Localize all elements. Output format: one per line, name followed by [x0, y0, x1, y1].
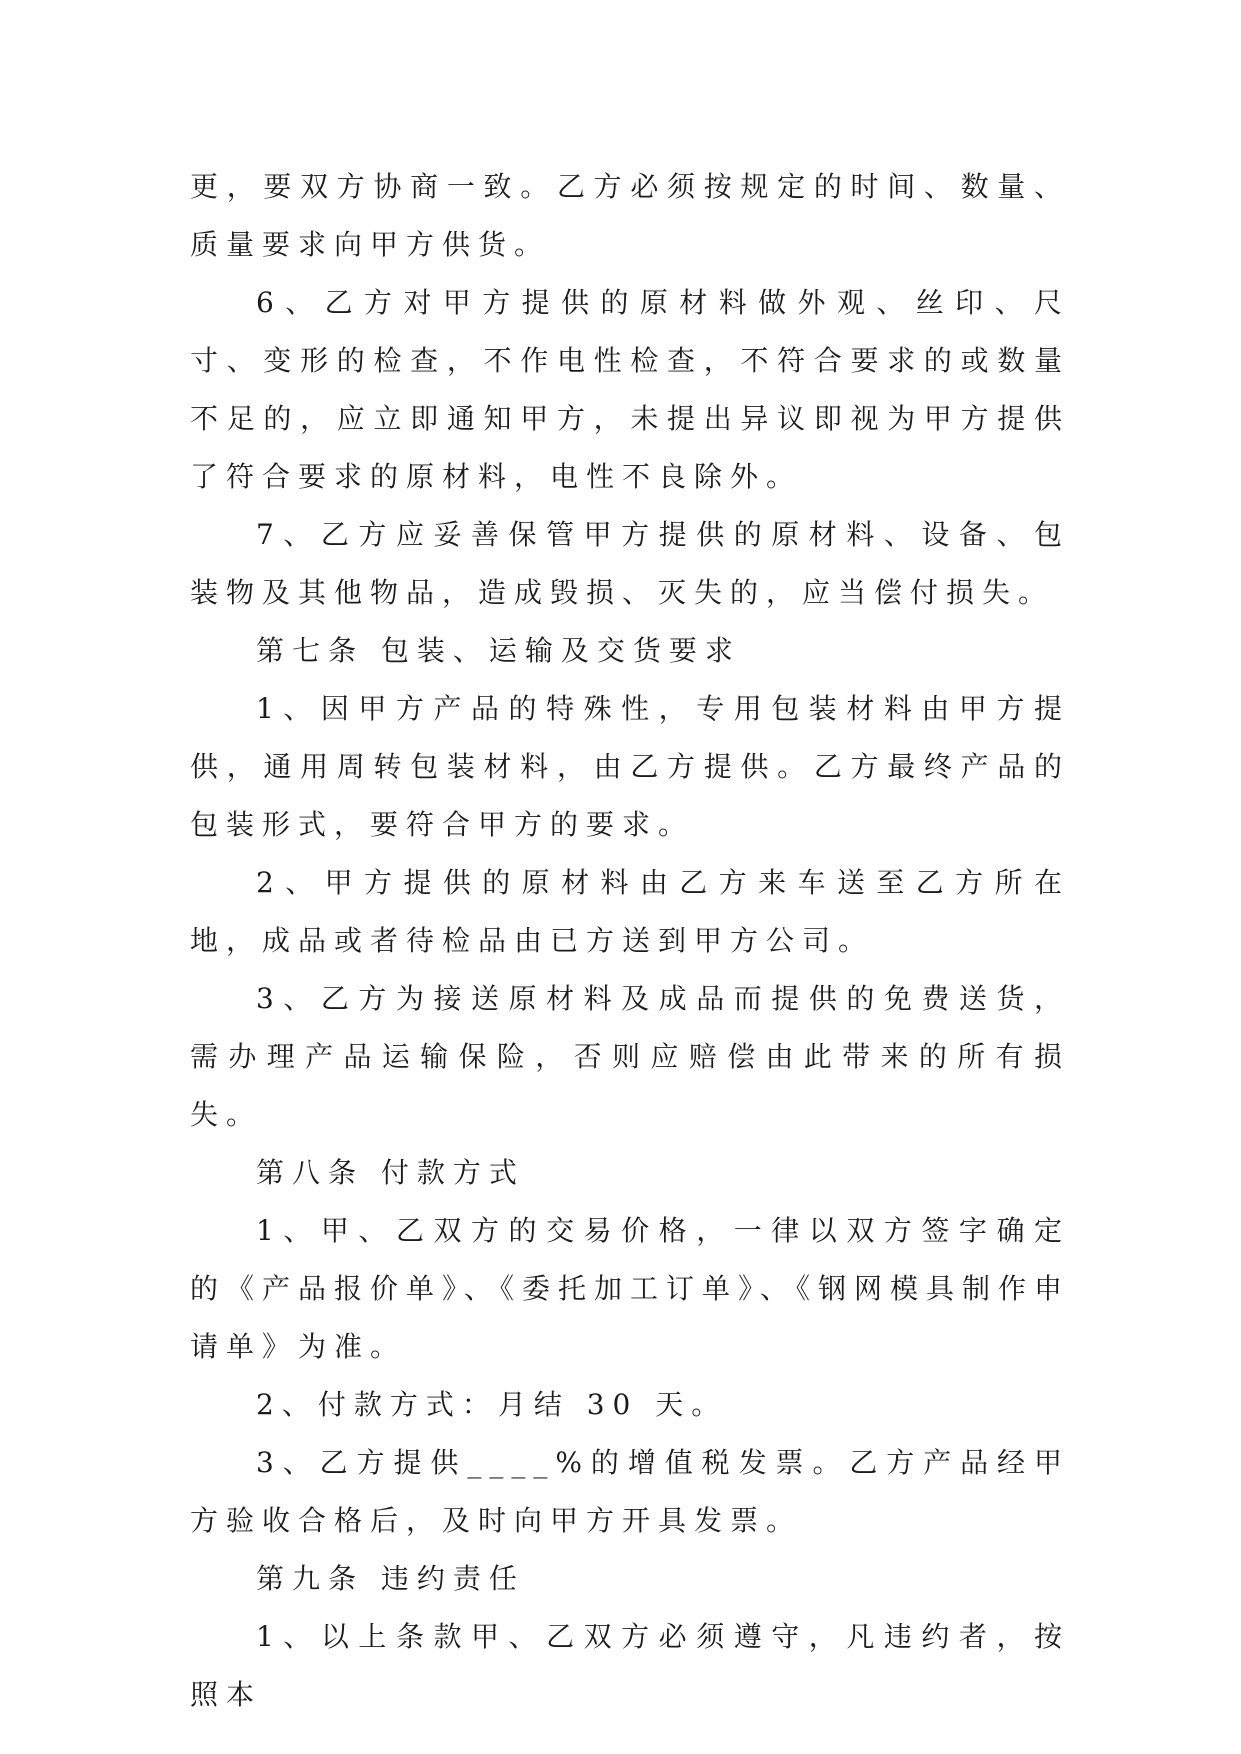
paragraph-item-6: 6、乙方对甲方提供的原材料做外观、丝印、尺寸、变形的检查，不作电性检查，不符合要求的或数量不足的，应立即通知甲方，未提出异议即视为甲方提供了符合要求的原材料，电性不良除外。: [190, 286, 1070, 493]
paragraph-article7-item-1: 1、因甲方产品的特殊性，专用包装材料由甲方提供，通用周转包装材料，由乙方提供。乙方最终产品的包装形式，要符合甲方的要求。: [190, 692, 1070, 841]
paragraph-continuation: 更，要双方协商一致。乙方必须按规定的时间、数量、质量要求向甲方供货。: [190, 170, 1070, 261]
paragraph-article8-item-3: 3、乙方提供____%的增值税发票。乙方产品经甲方验收合格后，及时向甲方开具发票。: [190, 1446, 1070, 1537]
paragraph-article8-item-1: 1、甲、乙双方的交易价格，一律以双方签字确定的《产品报价单》、《委托加工订单》、《钢网模具制作申请单》为准。: [190, 1214, 1071, 1363]
paragraph-item-7: 7、乙方应妥善保管甲方提供的原材料、设备、包装物及其他物品，造成毁损、灭失的，应当偿付损失。: [190, 518, 1070, 609]
heading-article-7: 第七条 包装、运输及交货要求: [256, 634, 741, 667]
heading-article-9: 第九条 违约责任: [256, 1562, 525, 1595]
paragraph-article8-item-2: 2、付款方式：月结 30 天。: [256, 1388, 728, 1421]
paragraph-article9-item-1: 1、以上条款甲、乙双方必须遵守，凡违约者，按照本: [190, 1620, 1070, 1711]
document-body: [190, 158, 1070, 1724]
paragraph-article7-item-2: 2、甲方提供的原材料由乙方来车送至乙方所在地，成品或者待检品由已方送到甲方公司。: [190, 866, 1070, 957]
paragraph-article7-item-3: 3、乙方为接送原材料及成品而提供的免费送货，需办理产品运输保险，否则应赔偿由此带来的所有损失。: [190, 982, 1070, 1131]
heading-article-8: 第八条 付款方式: [256, 1156, 525, 1189]
